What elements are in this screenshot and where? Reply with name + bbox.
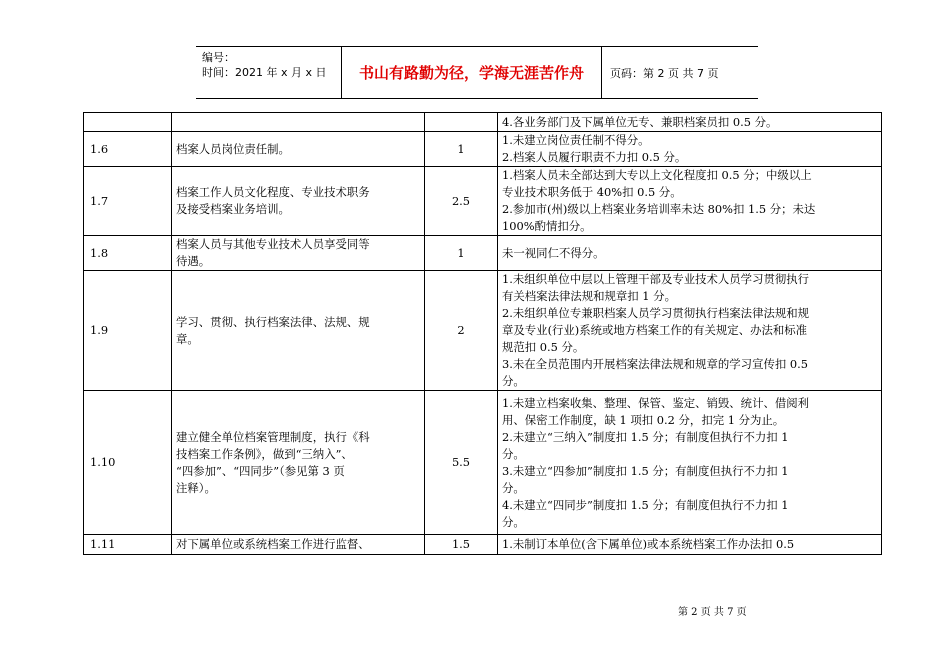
rule-line: 分。 <box>502 446 525 461</box>
rule-line: 1.未建立档案收集、整理、保管、鉴定、销毁、统计、借阅利 <box>502 395 810 410</box>
rule-line: 分。 <box>502 374 525 388</box>
table-row <box>84 391 882 535</box>
rule-line: 有关档案法律法规和规章扣 1 分。 <box>502 289 676 303</box>
item-standard <box>172 271 425 391</box>
item-score: 1 <box>425 236 498 271</box>
rule-line: 章及专业(行业)系统或地方档案工作的有关规定、办法和标准 <box>502 323 808 337</box>
standard-line: 待遇。 <box>176 254 211 268</box>
page-header <box>196 46 758 99</box>
table-row <box>84 236 882 271</box>
table-row <box>84 535 882 555</box>
rule-line: 2.未组织单位专兼职档案人员学习贯彻执行档案法律法规和规 <box>502 306 810 320</box>
page-footer: 第 2 页 共 7 页 <box>678 607 747 618</box>
item-deduction-rules <box>498 167 882 236</box>
item-deduction-rules <box>498 236 882 271</box>
table-row <box>84 113 882 132</box>
item-number: 1.11 <box>84 535 172 555</box>
rule-line: 1.未建立岗位责任制不得分。 <box>502 133 650 147</box>
rule-line: 2.档案人员履行职责不力扣 0.5 分。 <box>502 150 687 164</box>
standard-line: 及接受档案业务培训。 <box>176 202 290 216</box>
item-score: 2 <box>425 271 498 391</box>
table-row <box>84 132 882 167</box>
standard-line: 学习、贯彻、执行档案法律、法规、规 <box>176 314 370 329</box>
table-row <box>84 271 882 391</box>
item-standard <box>172 236 425 271</box>
standard-line: 注释）。 <box>176 480 216 495</box>
item-standard <box>172 132 425 167</box>
item-number: 1.6 <box>84 132 172 167</box>
item-deduction-rules <box>498 132 882 167</box>
item-deduction-rules <box>498 391 882 535</box>
item-standard <box>172 535 425 555</box>
standard-line: 档案人员与其他专业技术人员享受同等 <box>176 237 370 251</box>
rule-line: 4.各业务部门及下属单位无专、兼职档案员扣 0.5 分。 <box>502 114 778 129</box>
rule-line: 用、保密工作制度，缺 1 项扣 0.2 分，扣完 1 分为止。 <box>502 412 785 427</box>
standard-line: 建立健全单位档案管理制度，执行《科 <box>176 429 370 444</box>
rule-line: 1.未组织单位中层以上管理干部及专业技术人员学习贯彻执行 <box>502 272 810 286</box>
rule-line: 分。 <box>502 514 525 529</box>
table-row <box>84 167 882 236</box>
item-number <box>84 113 172 132</box>
item-deduction-rules <box>498 535 882 555</box>
rule-line: 3.未在全员范围内开展档案法律法规和规章的学习宣传扣 0.5 <box>502 357 808 371</box>
standard-line: 档案工作人员文化程度、专业技术职务 <box>176 185 370 199</box>
item-number: 1.10 <box>84 391 172 535</box>
item-standard <box>172 391 425 535</box>
evaluation-table <box>83 112 882 555</box>
rule-line: 2.参加市(州)级以上档案业务培训率未达 80%扣 1.5 分；未达 <box>502 202 816 216</box>
item-score <box>425 113 498 132</box>
standard-line: 技档案工作条例》，做到“三纳入”、 <box>176 446 353 461</box>
rule-line: 100%酌情扣分。 <box>502 219 592 233</box>
rule-line: 未一视同仁不得分。 <box>502 245 605 260</box>
header-meta <box>196 47 342 98</box>
time-label: 时间：2021 年 x 月 x 日 <box>202 66 327 79</box>
item-score: 2.5 <box>425 167 498 236</box>
page-indicator: 页码：第 2 页 共 7 页 <box>610 66 719 80</box>
item-deduction-rules <box>498 271 882 391</box>
item-score: 1.5 <box>425 535 498 555</box>
motto: 书山有路勤为径，学海无涯苦作舟 <box>342 47 602 98</box>
item-standard <box>172 167 425 236</box>
rule-line: 1.未制订本单位(含下属单位)或本系统档案工作办法扣 0.5 <box>502 537 795 551</box>
number-label: 编号： <box>202 51 235 64</box>
standard-line: “四参加”、“四同步”（参见第 3 页 <box>176 463 345 478</box>
standard-line: 档案人员岗位责任制。 <box>176 141 290 156</box>
rule-line: 4.未建立“四同步”制度扣 1.5 分；有制度但执行不力扣 1 <box>502 497 789 512</box>
item-standard <box>172 113 425 132</box>
rule-line: 专业技术职务低于 40%扣 0.5 分。 <box>502 185 682 199</box>
standard-line: 对下属单位或系统档案工作进行监督、 <box>176 537 370 551</box>
item-score: 5.5 <box>425 391 498 535</box>
item-score: 1 <box>425 132 498 167</box>
rule-line: 3.未建立“四参加”制度扣 1.5 分；有制度但执行不力扣 1 <box>502 463 789 478</box>
rule-line: 1.档案人员未全部达到大专以上文化程度扣 0.5 分；中级以上 <box>502 168 812 182</box>
rule-line: 规范扣 0.5 分。 <box>502 340 585 354</box>
rule-line: 2.未建立“三纳入”制度扣 1.5 分；有制度但执行不力扣 1 <box>502 429 789 444</box>
item-number: 1.8 <box>84 236 172 271</box>
item-deduction-rules <box>498 113 882 132</box>
item-number: 1.9 <box>84 271 172 391</box>
rule-line: 分。 <box>502 480 525 495</box>
item-number: 1.7 <box>84 167 172 236</box>
standard-line: 章。 <box>176 331 199 346</box>
